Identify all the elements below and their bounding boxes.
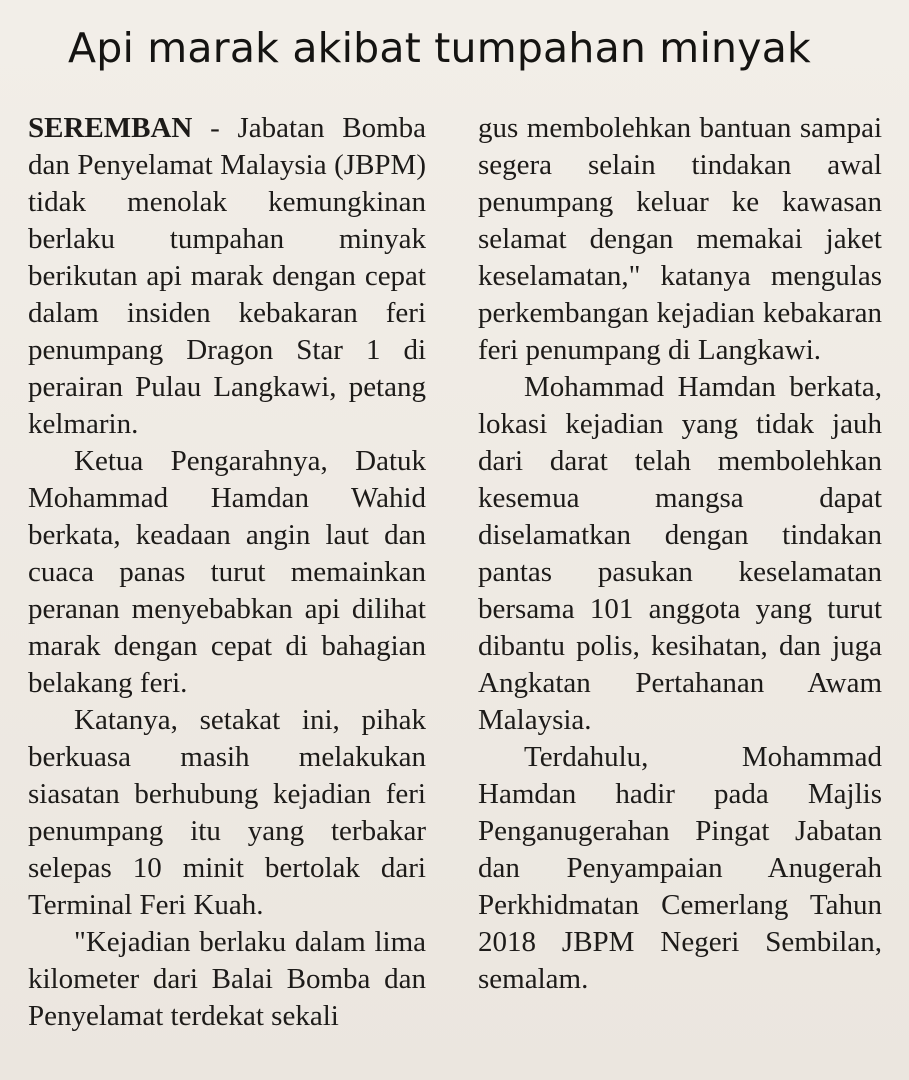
- dateline: SEREMBAN: [28, 112, 193, 144]
- paragraph: "Kejadian berlaku dalam lima kilometer dari Balai Bomba dan Penyelamat terdekat sekali: [28, 926, 426, 1032]
- article-column-right: [478, 110, 882, 998]
- paragraph: Ketua Pengarahnya, Datuk Mohammad Hamdan Wahid berkata, keadaan angin laut dan cuaca panas turut memainkan peranan menyebabkan api dilihat marak dengan cepat di bahagian belakang feri.: [28, 445, 426, 699]
- paragraph-text: - Jabatan Bomba dan Penyelamat Malaysia (JBPM) tidak menolak kemungkinan berlaku tumpahan minyak berikutan api marak dengan cepat dalam insiden kebakaran feri penumpang Dragon Star 1 di perairan Pulau Langkawi, petang kelmarin.: [28, 112, 426, 440]
- paragraph: Terdahulu, Mohammad Hamdan hadir pada Majlis Penganugerahan Pingat Jabatan dan Penyampaian Anugerah Perkhidmatan Cemerlang Tahun 2018 JBPM Negeri Sembilan, semalam.: [478, 741, 882, 995]
- paragraph: Mohammad Hamdan berkata, lokasi kejadian yang tidak jauh dari darat telah membolehkan kesemua mangsa dapat diselamatkan dengan tindakan pantas pasukan keselamatan bersama 101 anggota yang turut dibantu polis, kesihatan, dan juga Angkatan Pertahanan Awam Malaysia.: [478, 371, 882, 736]
- paragraph: Katanya, setakat ini, pihak berkuasa masih melakukan siasatan berhubung kejadian feri penumpang itu yang terbakar selepas 10 minit bertolak dari Terminal Feri Kuah.: [28, 704, 426, 921]
- article-column-left: [28, 110, 426, 1035]
- paragraph: gus membolehkan bantuan sampai segera selain tindakan awal penumpang keluar ke kawasan selamat dengan memakai jaket keselamatan," katanya mengulas perkembangan kejadian kebakaran feri penumpang di Langkawi.: [478, 112, 882, 366]
- headline: Api marak akibat tumpahan minyak: [68, 24, 811, 72]
- paragraph: [28, 110, 426, 443]
